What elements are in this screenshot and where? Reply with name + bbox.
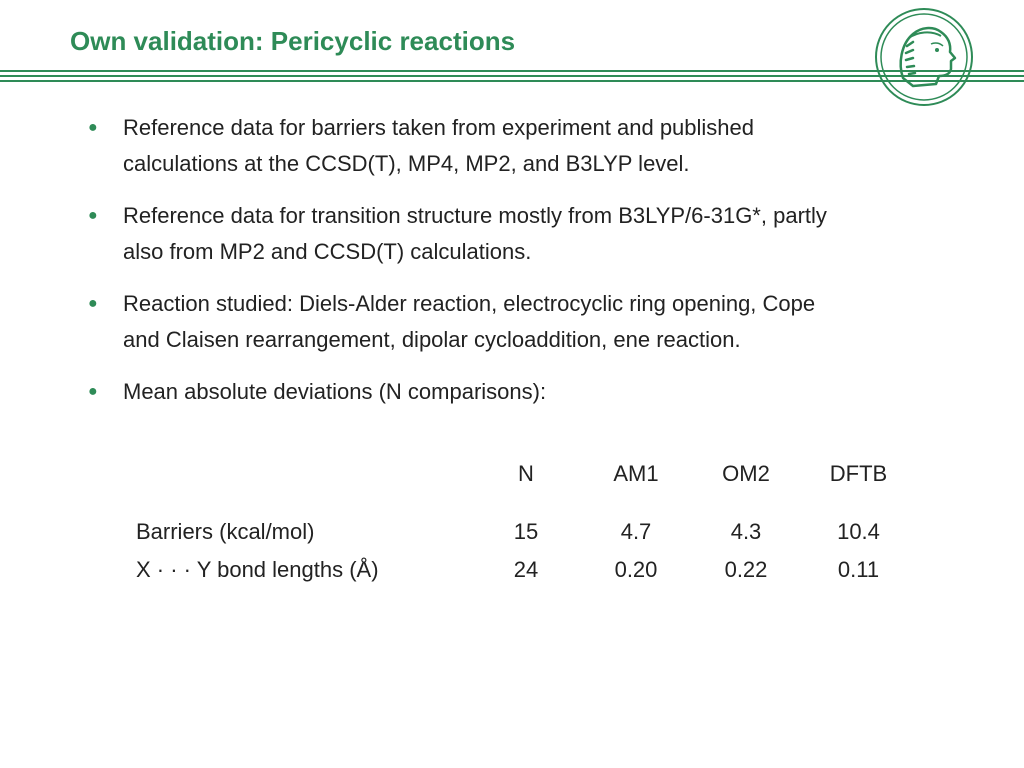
minerva-logo-icon <box>873 6 975 108</box>
bullet-item-mean-absolute-deviations <box>88 374 968 410</box>
bullet-item-transition-structure <box>88 198 968 270</box>
table-header-om2: OM2 <box>722 461 770 486</box>
bullet-text-line: calculations at the CCSD(T), MP4, MP2, and B3LYP level. <box>123 151 690 176</box>
bullet-item-reactions-studied <box>88 286 968 358</box>
header-rule-bottom <box>0 80 1024 82</box>
cell-n: 15 <box>513 519 539 544</box>
table-row <box>120 513 916 551</box>
cell-am1: 0.20 <box>614 557 658 582</box>
cell-dftb: 0.11 <box>837 557 880 582</box>
cell-am1: 4.7 <box>620 519 652 544</box>
row-label: Barriers (kcal/mol) <box>136 519 315 544</box>
bullet-item-barriers <box>88 110 968 182</box>
table-header-label <box>120 455 471 493</box>
cell-om2: 4.3 <box>730 519 762 544</box>
bullet-marker: ● <box>88 119 98 136</box>
bullet-text-line: Reference data for barriers taken from experiment and published <box>123 115 755 140</box>
bullet-marker: ● <box>88 295 98 312</box>
bullet-text-line: and Claisen rearrangement, dipolar cycloaddition, ene reaction. <box>123 327 741 352</box>
header-rule-middle <box>0 75 1024 77</box>
bullet-list <box>88 110 968 426</box>
bullet-text-line: Reference data for transition structure mostly from B3LYP/6-31G*, partly <box>123 203 827 228</box>
table-header-n: N <box>518 461 534 486</box>
cell-om2: 0.22 <box>724 557 768 582</box>
table-header-dftb: DFTB <box>829 461 888 486</box>
bullet-marker: ● <box>88 207 98 224</box>
table-header-am1: AM1 <box>613 461 659 486</box>
table-header-row <box>120 455 916 493</box>
cell-dftb: 10.4 <box>837 519 880 544</box>
header-rule-top <box>0 70 1024 72</box>
slide-title: Own validation: Pericyclic reactions <box>70 26 516 56</box>
bullet-text-line: also from MP2 and CCSD(T) calculations. <box>123 239 532 264</box>
cell-n: 24 <box>513 557 539 582</box>
bullet-text-line: Mean absolute deviations (N comparisons): <box>123 379 547 404</box>
bullet-text-line: Reaction studied: Diels-Alder reaction, electrocyclic ring opening, Cope <box>123 291 816 316</box>
mad-table <box>120 455 916 589</box>
bullet-marker: ● <box>88 383 98 400</box>
row-label: X · · · Y bond lengths (Å) <box>136 557 379 582</box>
table-row <box>120 551 916 589</box>
